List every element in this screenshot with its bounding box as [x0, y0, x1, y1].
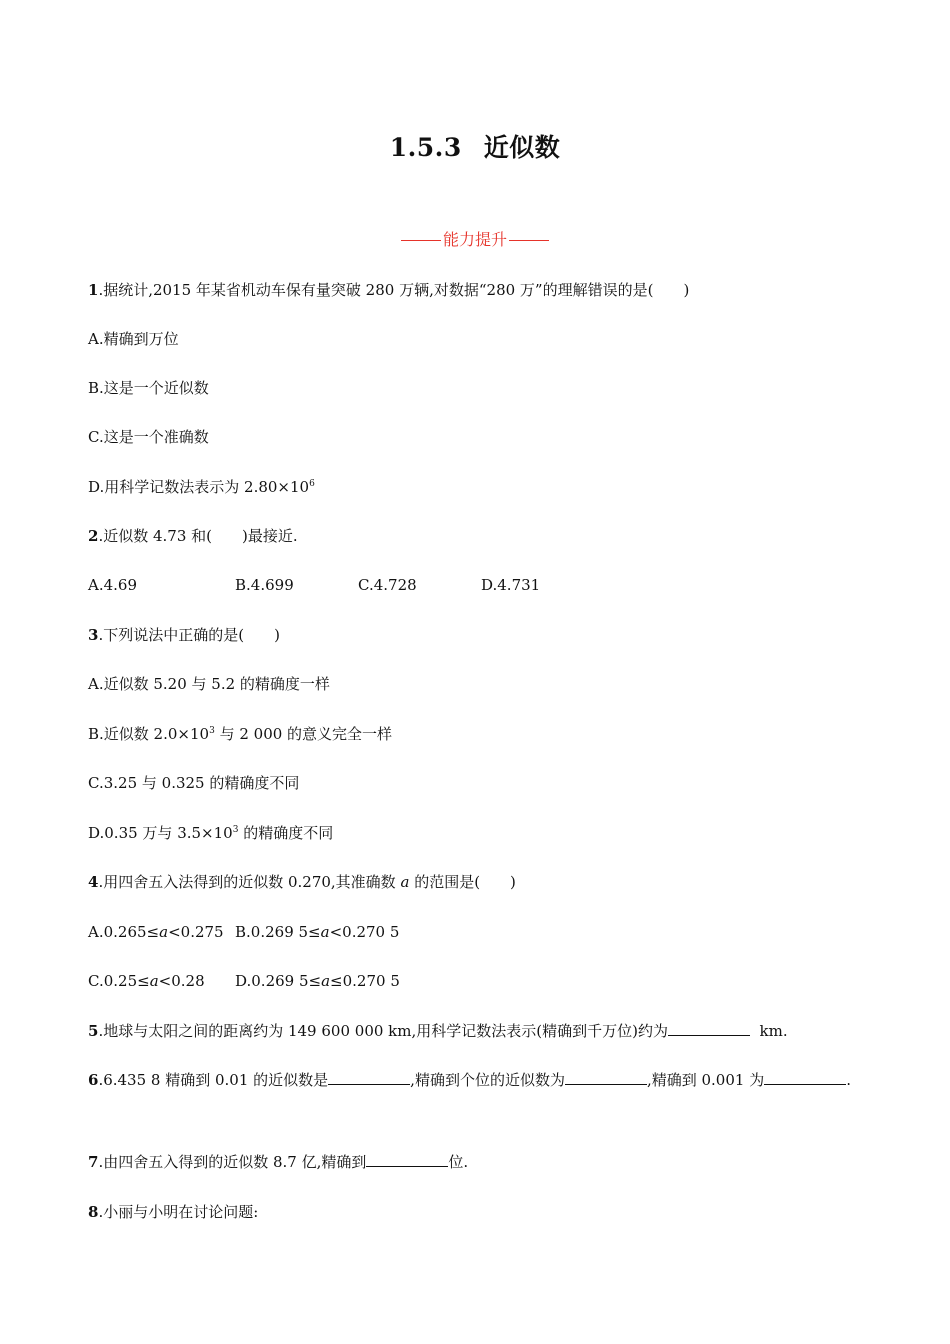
q1-option-a: A.精确到万位 [88, 330, 179, 348]
q3-option-a: A.近似数 5.20 与 5.2 的精确度一样 [88, 675, 330, 693]
page-title [0, 128, 950, 164]
q3-stem: 3.下列说法中正确的是( ) [88, 626, 280, 644]
q4-options-ab [88, 922, 399, 942]
title-text: 近似数 [483, 133, 561, 162]
q2-option-d: D.4.731 [481, 576, 541, 594]
q7-answer-blank[interactable] [366, 1152, 448, 1167]
q4-number: 4 [88, 873, 99, 891]
q5-stem: 5.地球与太阳之间的距离约为 149 600 000 km,用科学记数法表示(精确到千万位)约为 km. [88, 1022, 788, 1040]
q3-number: 3 [88, 626, 99, 644]
q2-option-b: B.4.699 [235, 576, 294, 594]
q8-number: 8 [88, 1203, 99, 1221]
q4-stem: 4.用四舍五入法得到的近似数 0.270,其准确数 a 的范围是( ) [88, 873, 516, 891]
q2-option-c: C.4.728 [358, 576, 417, 594]
q5-number: 5 [88, 1022, 99, 1040]
q6-answer-blank-1[interactable] [328, 1070, 410, 1085]
q2-stem: 2.近似数 4.73 和( )最接近. [88, 527, 298, 545]
section-rule-left [401, 240, 441, 241]
q1-stem: 1.据统计,2015 年某省机动车保有量突破 280 万辆,对数据“280 万”的理解错误的是( ) [88, 281, 690, 299]
q3-option-c: C.3.25 与 0.325 的精确度不同 [88, 774, 300, 792]
q4-option-a: A.0.265≤a<0.275 [88, 923, 224, 941]
q1-text: .据统计,2015 年某省机动车保有量突破 280 万辆,对数据“280 万”的理解错误的是( [98, 281, 654, 299]
q1-option-c: C.这是一个准确数 [88, 428, 209, 446]
q1-option-b: B.这是一个近似数 [88, 379, 209, 397]
q8-stem: 8.小丽与小明在讨论问题: [88, 1203, 259, 1221]
q7-stem: 7.由四舍五入得到的近似数 8.7 亿,精确到 位. [88, 1153, 469, 1171]
title-number: 1.5.3 [389, 133, 462, 162]
q5-answer-blank[interactable] [668, 1021, 750, 1036]
q2-options [88, 575, 540, 595]
q4-options-cd [88, 971, 400, 991]
section-rule-right [509, 240, 549, 241]
q4-option-d: D.0.269 5≤a≤0.270 5 [235, 972, 400, 990]
q6-stem: 6.6.435 8 精确到 0.01 的近似数是 ,精确到个位的近似数为 ,精确到 0.001 为 . [88, 1071, 851, 1089]
q4-option-c: C.0.25≤a<0.28 [88, 972, 205, 990]
q2-option-a: A.4.69 [88, 576, 137, 594]
section-heading [0, 227, 950, 250]
q2-number: 2 [88, 527, 99, 545]
q6-answer-blank-3[interactable] [764, 1070, 846, 1085]
q3-option-b: B.近似数 $2.0\times 10^3$ 与 2 000 的意义完全一样 [88, 725, 393, 743]
q3-option-d: D.0.35 万与 $3.5\times 10^3$ 的精确度不同 [88, 824, 334, 842]
q6-answer-blank-2[interactable] [565, 1070, 647, 1085]
q1-number: 1 [88, 281, 99, 299]
q4-option-b: B.0.269 5≤a<0.270 5 [235, 923, 400, 941]
q7-number: 7 [88, 1153, 99, 1171]
section-label: 能力提升 [442, 230, 507, 249]
q6-number: 6 [88, 1071, 99, 1089]
q1-option-d: D.用科学记数法表示为 $2.80\times 10^6$ [88, 478, 315, 496]
